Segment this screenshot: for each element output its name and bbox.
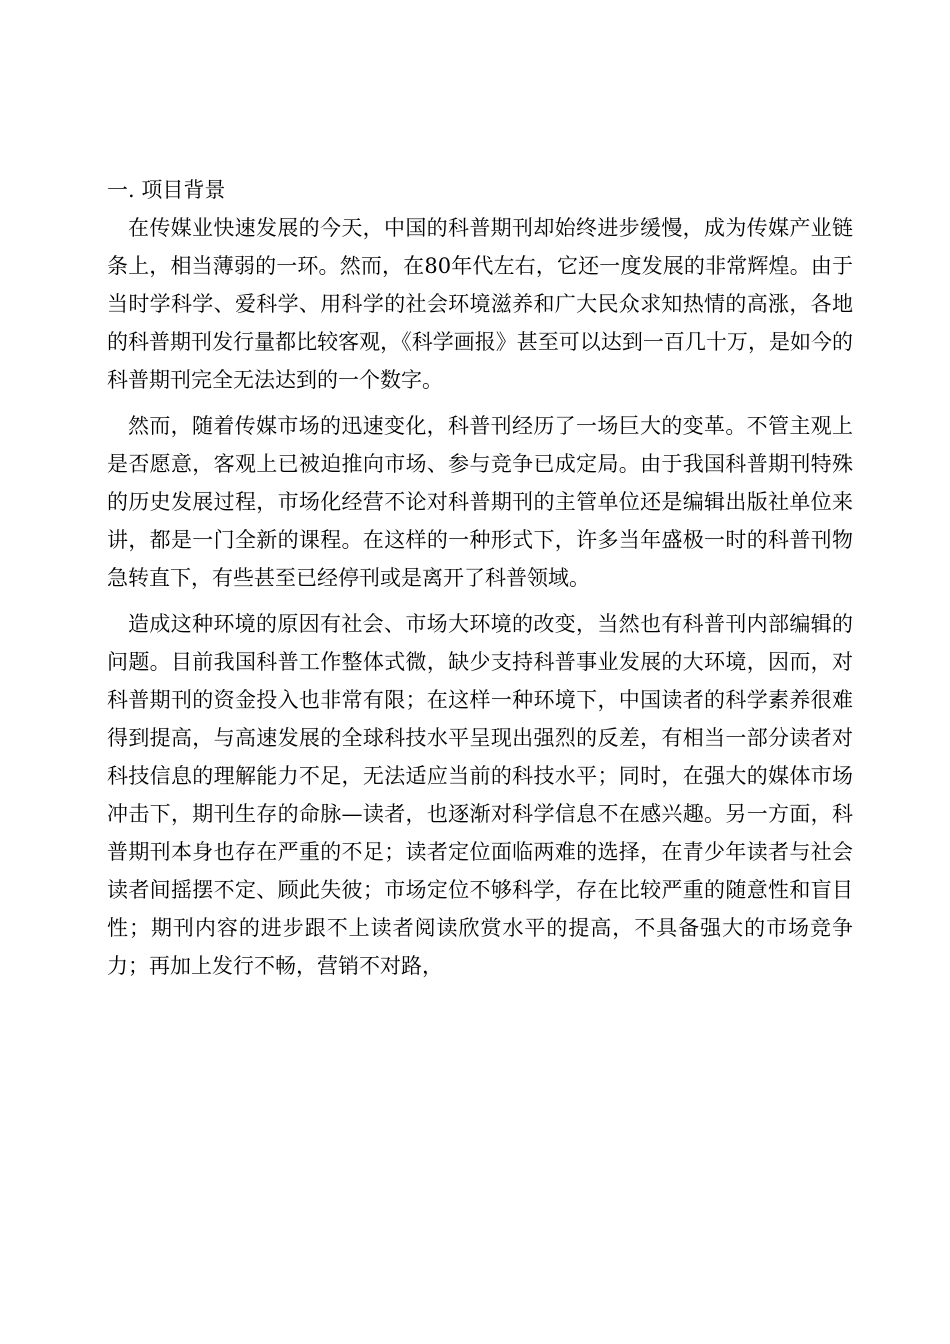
paragraph-2: 然而，随着传媒市场的迅速变化，科普刊经历了一场巨大的变革。不管主观上是否愿意，客观上已被迫推向市场、参与竞争已成定局。由于我国科普期刊特殊的历史发展过程，市场化经营不论对科普期刊的主管单位还是编辑出版社单位来讲，都是一门全新的课程。在这样的一种形式下，许多当年盛极一时的科普刊物急转直下，有些甚至已经停刊或是离开了科普领域。 bbox=[107, 414, 853, 590]
paragraph-3: 造成这种环境的原因有社会、市场大环境的改变，当然也有科普刊内部编辑的问题。目前我国科普工作整体式微，缺少支持科普事业发展的大环境，因而，对科普期刊的资金投入也非常有限；在这样一种环境下，中国读者的科学素养很难得到提高，与高速发展的全球科技水平呈现出强烈的反差，有相当一部分读者对科技信息的理解能力不足，无法适应当前的科技水平；同时，在强大的媒体市场冲击下，期刊生存的命脉—读者，也逐渐对科学信息不在感兴趣。另一方面，科普期刊本身也存在严重的不足；读者定位面临两难的选择，在青少年读者与社会读者间摇摆不定、顾此失彼；市场定位不够科学，存在比较严重的随意性和盲目性；期刊内容的进步跟不上读者阅读欣赏水平的提高，不具备强大的市场竞争力；再加上发行不畅，营销不对路， bbox=[107, 612, 853, 978]
section-heading: 一. 项目背景 bbox=[107, 178, 226, 202]
paragraph-1: 在传媒业快速发展的今天，中国的科普期刊却始终进步缓慢，成为传媒产业链条上，相当薄弱的一环。然而，在80年代左右，它还一度发展的非常辉煌。由于当时学科学、爱科学、用科学的社会环境滋养和广大民众求知热情的高涨，各地的科普期刊发行量都比较客观，《科学画报》甚至可以达到一百几十万，是如今的科普期刊完全无法达到的一个数字。 bbox=[107, 216, 853, 392]
document-body bbox=[107, 171, 853, 985]
